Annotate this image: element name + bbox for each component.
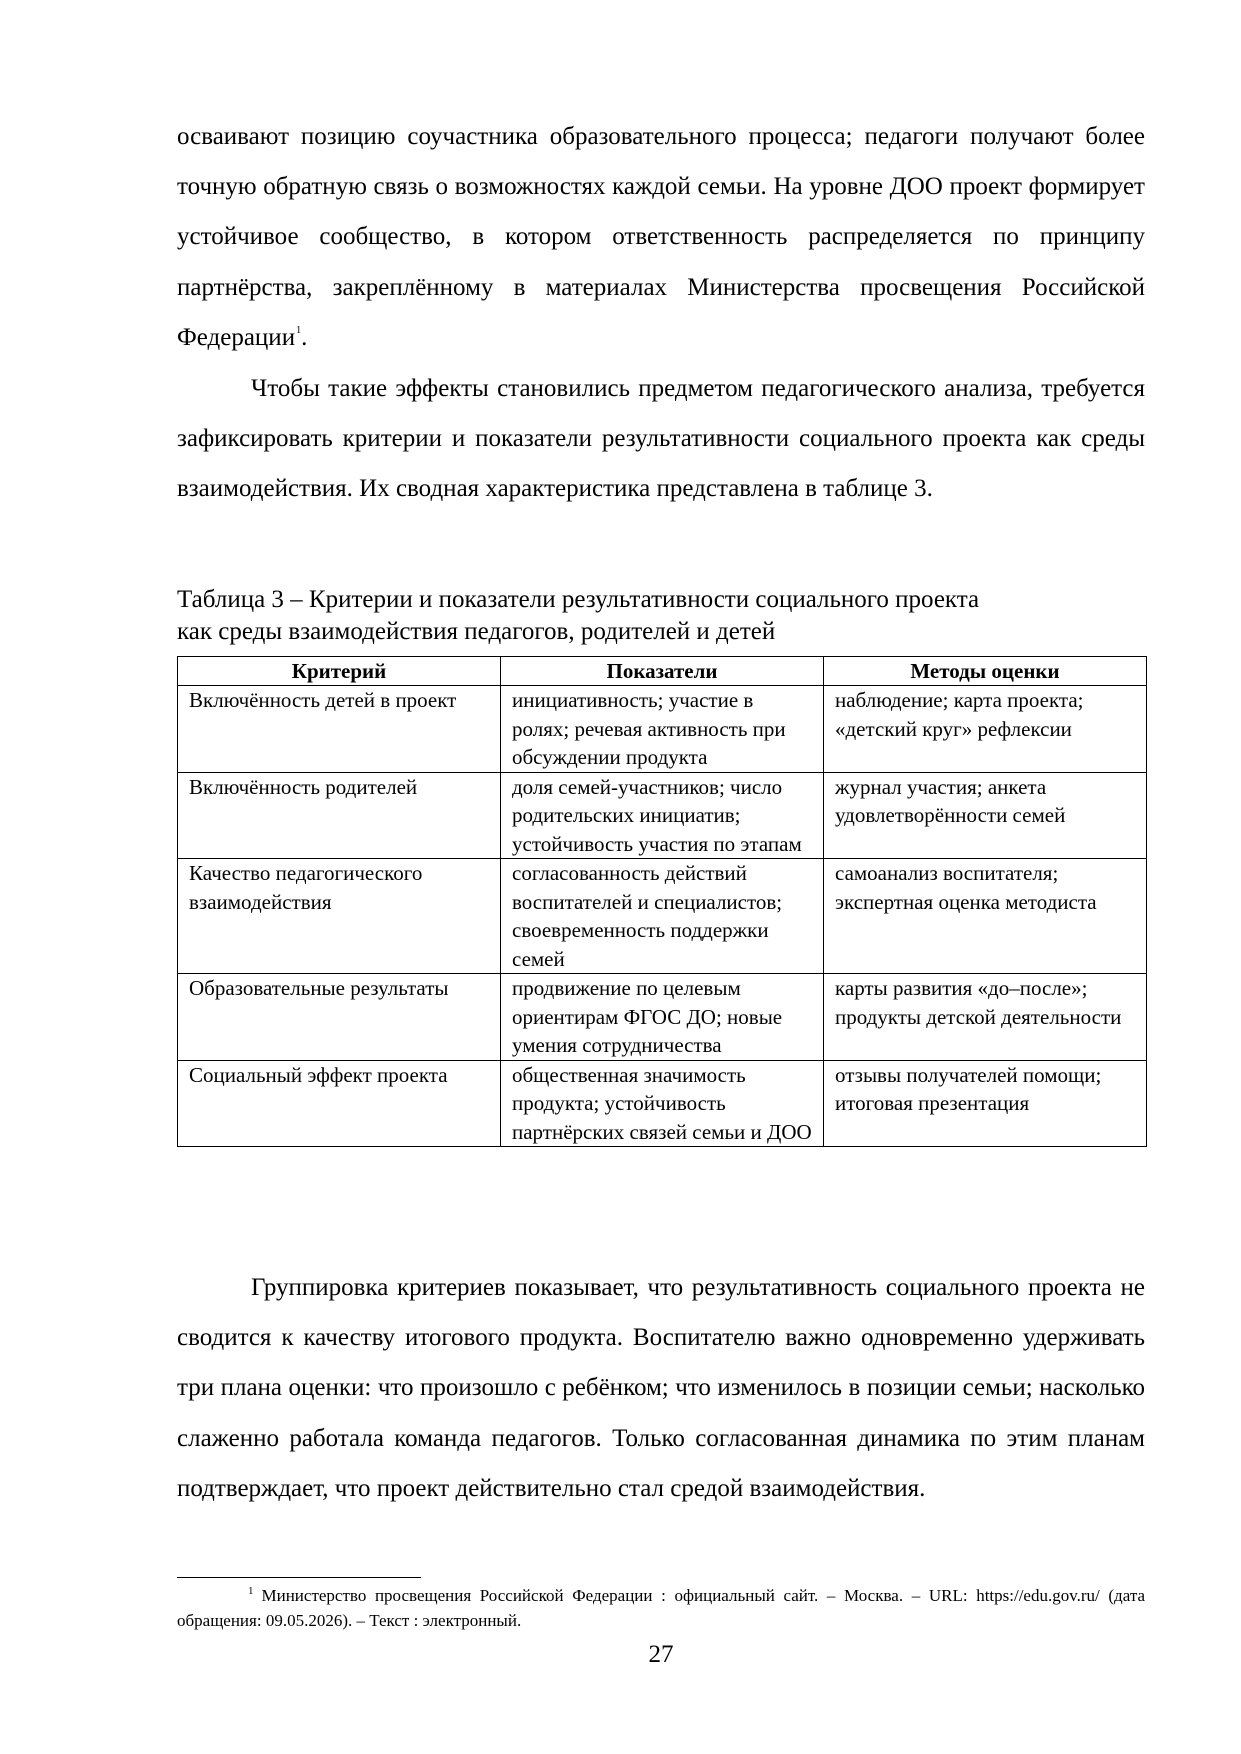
- criterion-cell: Включённость родителей: [178, 772, 501, 859]
- paragraph-tail: .: [301, 323, 308, 351]
- table-caption-line: Таблица 3 – Критерии и показатели результативности социального проекта: [177, 586, 980, 613]
- table-caption: [177, 584, 1145, 648]
- footnote-text: Министерство просвещения Российской Федерации : официальный сайт. – Москва. – URL: https://edu.gov.ru/ (дата обращения: 09.05.2026). – Текст : электронный.: [177, 1586, 1145, 1630]
- footnote-reference[interactable]: 1: [296, 325, 302, 337]
- criterion-cell: Качество педагогического взаимодействия: [178, 859, 501, 974]
- paragraph-text: осваивают позицию соучастника образовательного процесса; педагоги получают более точную обратную связь о возможностях каждой семьи. На уровне ДОО проект формирует устойчивое сообщество, в котором ответственность распределяется по принципу партнёрства, закреплённому в материалах Министерства просвещения Российской Федерации: [177, 123, 1145, 351]
- page-number: 27: [648, 1641, 674, 1668]
- body-paragraph: [177, 112, 1145, 363]
- table-caption-line: как среды взаимодействия педагогов, родителей и детей: [177, 618, 776, 645]
- criteria-table: [177, 656, 1147, 1147]
- indicators-cell: доля семей-участников; число родительских инициатив; устойчивость участия по этапам: [501, 772, 824, 859]
- methods-cell: наблюдение; карта проекта; «детский круг» рефлексии: [824, 686, 1147, 773]
- indicators-cell: инициативность; участие в ролях; речевая активность при обсуждении продукта: [501, 686, 824, 773]
- body-paragraph: Чтобы такие эффекты становились предметом педагогического анализа, требуется зафиксировать критерии и показатели результативности социального проекта как среды взаимодействия. Их сводная характеристика представлена в таблице 3.: [177, 375, 1145, 503]
- indicators-cell: согласованность действий воспитателей и специалистов; своевременность поддержки семей: [501, 859, 824, 974]
- body-paragraph: Группировка критериев показывает, что результативность социального проекта не сводится к качеству итогового продукта. Воспитателю важно одновременно удерживать три плана оценки: что произошло с ребёнком; что изменилось в позиции семьи; насколько слаженно работала команда педагогов. Только согласованная динамика по этим планам подтверждает, что проект действительно стал средой взаимодействия.: [177, 1274, 1145, 1502]
- footnote: [177, 1584, 1145, 1633]
- criterion-cell: Социальный эффект проекта: [178, 1060, 501, 1147]
- footnote-marker: 1: [248, 1585, 254, 1598]
- table-row: [178, 686, 1147, 773]
- criterion-cell: Включённость детей в проект: [178, 686, 501, 773]
- table-header-row: [178, 657, 1147, 686]
- column-header: Критерий: [178, 657, 501, 686]
- table-row: [178, 1060, 1147, 1147]
- methods-cell: самоанализ воспитателя; экспертная оценка методиста: [824, 859, 1147, 974]
- methods-cell: отзывы получателей помощи; итоговая презентация: [824, 1060, 1147, 1147]
- table-row: [178, 772, 1147, 859]
- column-header: Методы оценки: [824, 657, 1147, 686]
- indicators-cell: общественная значимость продукта; устойчивость партнёрских связей семьи и ДОО: [501, 1060, 824, 1147]
- column-header: Показатели: [501, 657, 824, 686]
- footnote-separator: [177, 1577, 421, 1578]
- table-row: [178, 859, 1147, 974]
- criterion-cell: Образовательные результаты: [178, 974, 501, 1061]
- table-row: [178, 974, 1147, 1061]
- indicators-cell: продвижение по целевым ориентирам ФГОС ДО; новые умения сотрудничества: [501, 974, 824, 1061]
- methods-cell: карты развития «до–после»; продукты детской деятельности: [824, 974, 1147, 1061]
- methods-cell: журнал участия; анкета удовлетворённости семей: [824, 772, 1147, 859]
